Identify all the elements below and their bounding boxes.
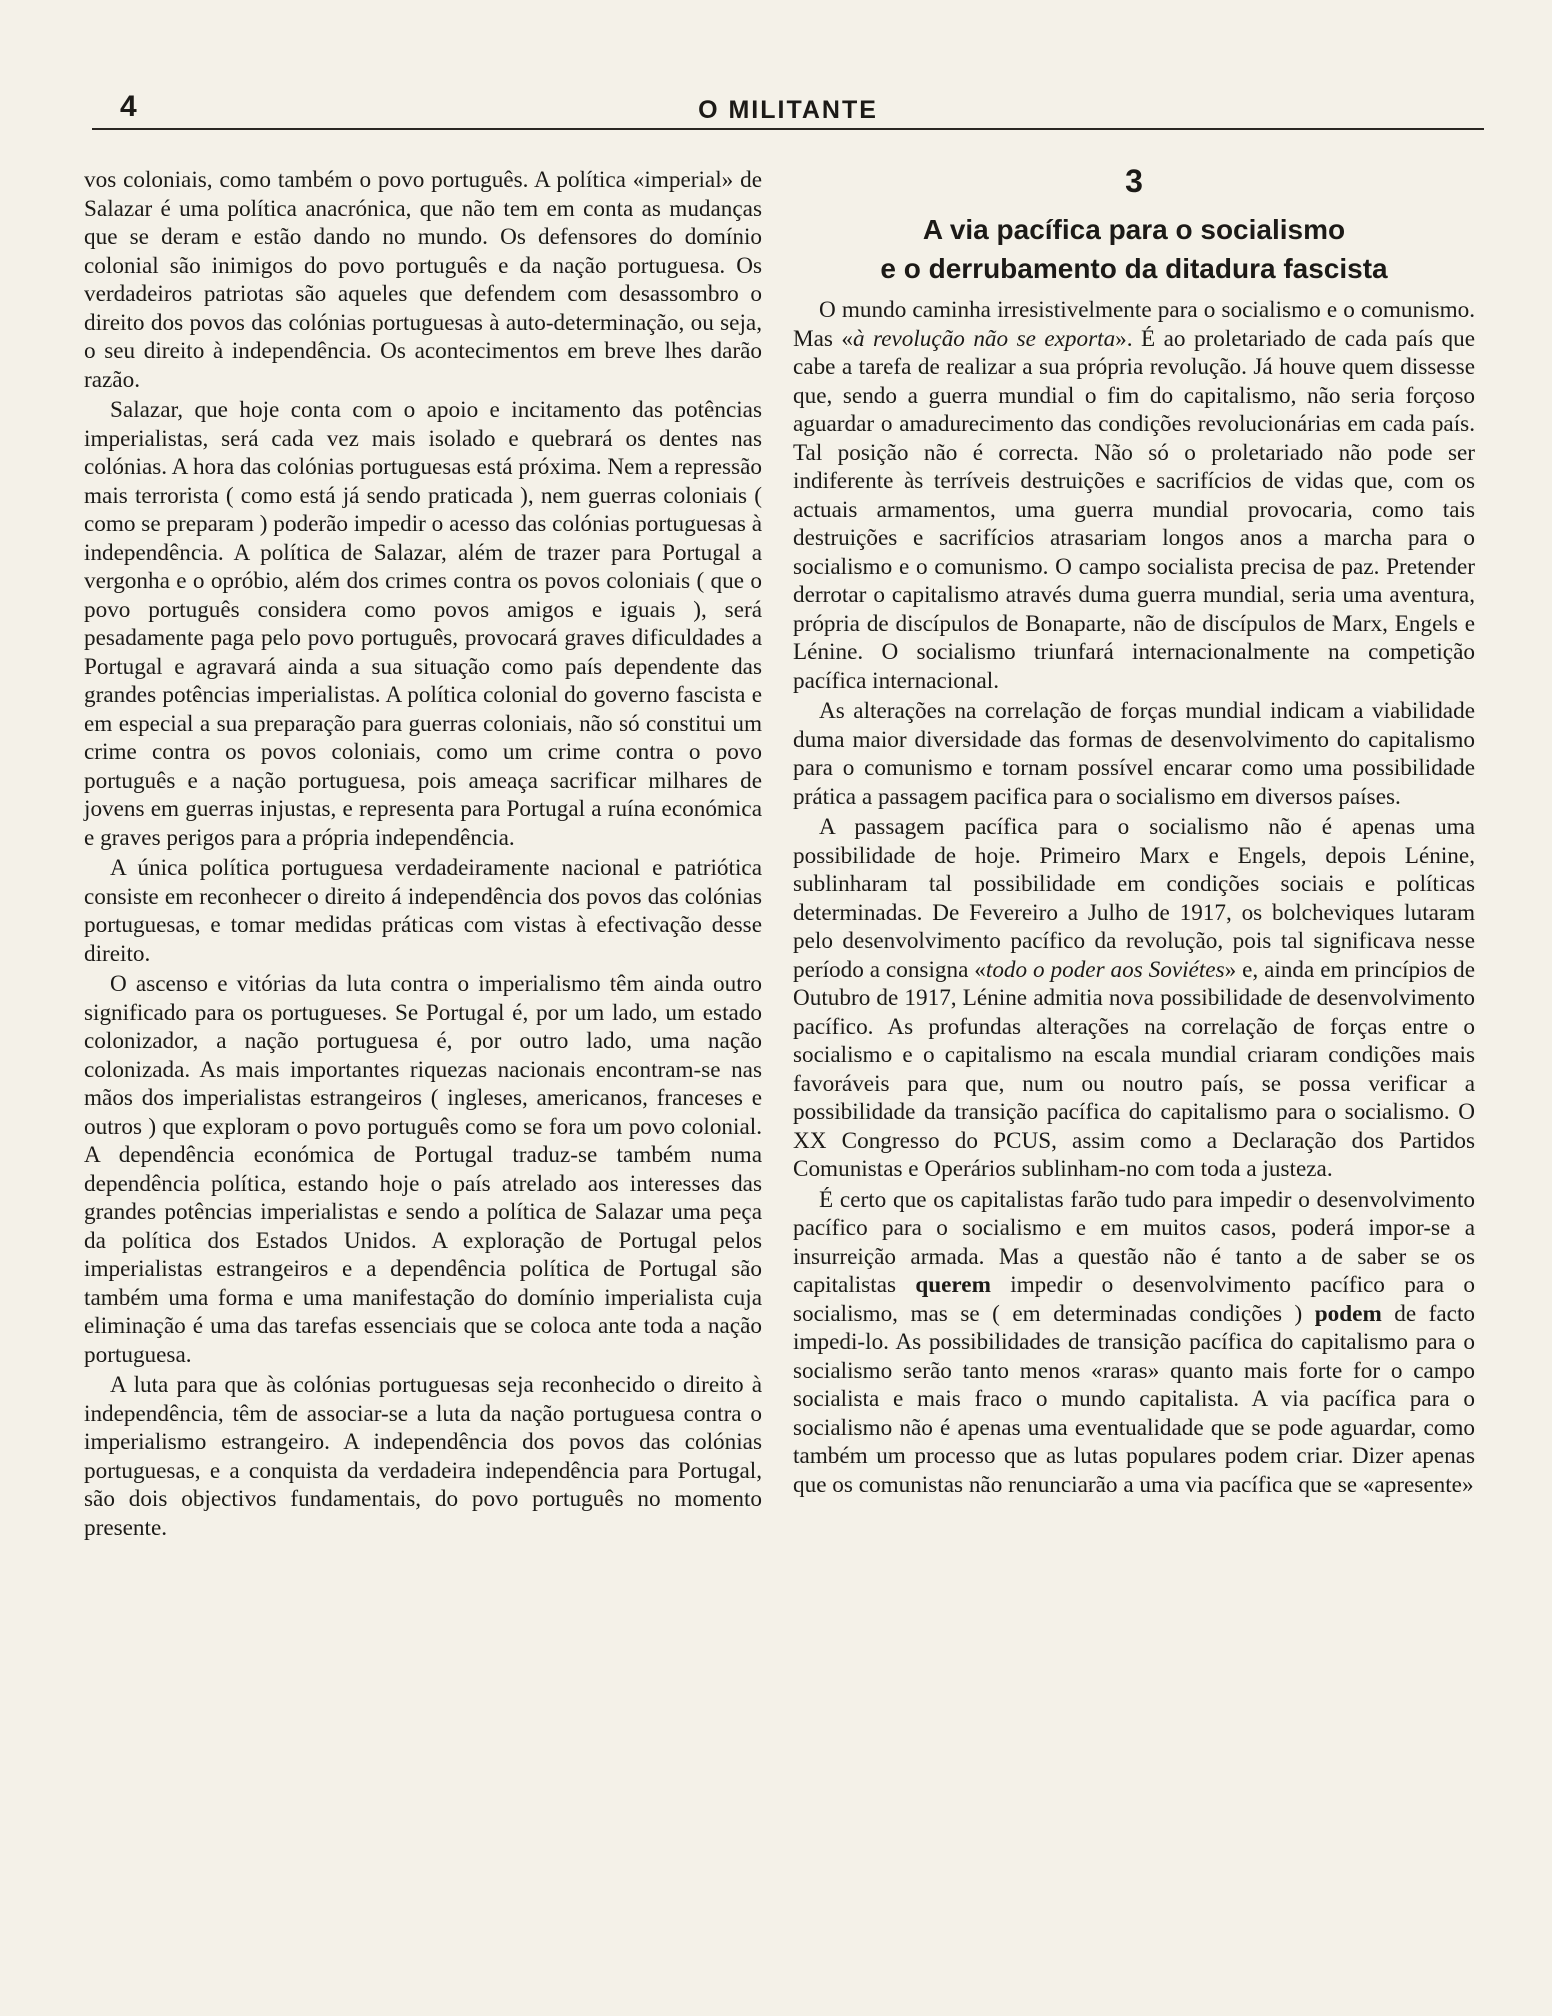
section-number: 3 [1125,163,1143,199]
text-run: ». É ao proletariado de cada país que cabe a tarefa de realizar a sua própria revolução. Já houve quem dissesse que, sendo a guerra mundial o fim do capitalismo, não seria forçoso aguardar o amadurecimento das condições revolucionárias em cada país. Tal posição não é correcta. Não só o proletariado não pode ser indiferente às terríveis destruições e sacrifícios de vidas que, com os actuais armamentos, uma guerra mundial provocaria, como tais destruições e sacrifícios atrasariam longos anos a marcha para o socialismo e o comunismo. O campo socialista precisa de paz. Pretender derrotar o capitalismo através duma guerra mundial, seria uma aventura, própria de discípulos de Bonaparte, não de discípulos de Marx, Engels e Lénine. O socialismo triunfará internacionalmente na competição pacífica internacional. [793,325,1475,694]
article-paragraph: O ascenso e vitórias da luta contra o imperialismo têm ainda outro significado para os portugueses. Se Portugal é, por um lado, um estado colonizador, a nação portuguesa é, por outro lado, uma nação colonizada. As mais importantes riquezas nacionais encontram-se nas mãos dos imperialistas estrangeiros ( ingleses, americanos, franceses e outros ) que exploram o povo português como se fora um povo colonial. A dependência económica de Portugal traduz-se também numa dependência política, estando hoje o país atrelado aos interesses das grandes potências imperialistas e sendo a política de Salazar uma peça da política dos Estados Unidos. A exploração de Portugal pelos imperialistas estrangeiros e a dependência política de Portugal são também uma forma e uma manifestação do domínio imperialista cuja eliminação é uma das tarefas essenciais que se coloca ante toda a nação portuguesa. [84,971,762,1368]
text-run: de facto impedi-lo. As possibilidades de transição pacífica do capitalismo para o socialismo serão tanto menos «raras» quanto mais forte for o campo socialista e mais fraco o mundo capitalista. A via pacífica para o socialismo não é apenas uma eventualidade que se pode aguardar, como também um processo que as lutas populares podem criar. Dizer apenas que os comunistas não renunciarão a uma via pacífica que se «apresente» [793,1300,1475,1498]
article-paragraph: As alterações na correlação de forças mundial indicam a viabilidade duma maior diversidade das formas de desenvolvimento do capitalismo para o comunismo e tornam possível encarar como uma possibilidade prática a passagem pacifica para o socialismo em diversos países. [793,698,1475,810]
section-title [793,210,1475,288]
page-number: 4 [120,90,137,123]
text-run: É certo que os capitalistas farão tudo para impedir o desenvolvimento pacífico para o socialismo e em muitos casos, poderá impor-se a insurreição armada. Mas a questão não é tanto a de saber se os capitalistas [793,1186,1475,1298]
header-rule [92,128,1484,130]
article-paragraph: A única política portuguesa verdadeiramente nacional e patriótica consiste em reconhecer o direito á independência dos povos das colónias portuguesas, e tomar medidas práticas com vistas à efectivação desse direito. [84,855,762,967]
section-title-line: e o derrubamento da ditadura fascista [880,253,1388,284]
italic-quote: à revolução não se exporta [852,325,1116,352]
masthead: O MILITANTE [698,96,878,124]
text-run: O mundo caminha irresistivelmente para o socialismo e o comunismo. Mas « [793,297,1475,352]
article-paragraph: Salazar, que hoje conta com o apoio e incitamento das potências imperialistas, será cada vez mais isolado e quebrará os dentes nas colónias. A hora das colónias portuguesas está próxima. Nem a repressão mais terrorista ( como está já sendo praticada ), nem guerras coloniais ( como se preparam ) poderão impedir o acesso das colónias portuguesas à independência. A política de Salazar, além de trazer para Portugal a vergonha e o opróbio, além dos crimes contra os povos coloniais ( que o povo português considera como povos amigos e iguais ), será pesadamente paga pelo povo português, provocará graves dificuldades a Portugal e agravará ainda a sua situação como país dependente das grandes potências imperialistas. A política colonial do governo fascista e em especial a sua preparação para guerras coloniais, não só constitui um crime contra os povos coloniais, como um crime contra o povo português e a nação portuguesa, pois ameaça sacrificar milhares de jovens em guerras injustas, e representa para Portugal a ruína económica e graves perigos para a própria independência. [84,397,763,851]
article-paragraph: A luta para que às colónias portuguesas seja reconhecido o direito à independência, têm de associar-se a luta da nação portuguesa contra o imperialismo estrangeiro. A independência dos povos das colónias portuguesas, e a conquista da verdadeira independência para Portugal, são dois objectivos fundamentais, do povo português no momento presente. [84,1372,762,1541]
left-column [84,166,762,1542]
bold-emphasis: podem [1314,1300,1382,1327]
article-paragraph: vos coloniais, como também o povo português. A política «imperial» de Salazar é uma política anacrónica, que não tem em conta as mudanças que se deram e estão dando no mundo. Os defensores do domínio colonial são inimigos do povo português e da nação portuguesa. Os verdadeiros patriotas são aqueles que defendem com desassombro o direito dos povos das colónias portuguesas à auto-determinação, ou seja, o seu direito à independência. Os acontecimentos em breve lhes darão razão. [84,167,762,393]
article-paragraph [793,1186,1475,1500]
bold-emphasis: querem [915,1272,991,1298]
section-title-line: A via pacífica para o socialismo [922,214,1346,245]
text-run: » e, ainda em princípios de Outubro de 1917, Lénine admitia nova possibilidade de desenvolvimento pacífico. As profundas alterações na correlação de forças entre o socialismo e o capitalismo na escala mundial criaram condições mais favoráveis para que, num ou noutro país, se possa verificar a possibilidade da transição pacífica do capitalismo para o socialismo. O XX Congresso do PCUS, assim como a Declaração dos Partidos Comunistas e Operários sublinham-no com toda a justeza. [793,956,1475,1182]
article-paragraph [793,813,1475,1184]
article-paragraph [793,296,1475,695]
text-run: A passagem pacífica para o socialismo não é apenas uma possibilidade de hoje. Primeiro Marx e Engels, depois Lénine, sublinharam tal possibilidade em condições sociais e políticas determinadas. De Fevereiro a Julho de 1917, os bolcheviques lutaram pelo desenvolvimento pacífico da revolução, pois tal significava nesse período a consigna « [793,814,1475,983]
italic-quote: todo o poder aos Soviétes [985,956,1225,983]
right-column [793,160,1475,1499]
page-header [92,90,1484,130]
text-run: impedir o desenvolvimento pacífico para o socialismo, mas se ( em determinadas condições ) [793,1272,1475,1327]
